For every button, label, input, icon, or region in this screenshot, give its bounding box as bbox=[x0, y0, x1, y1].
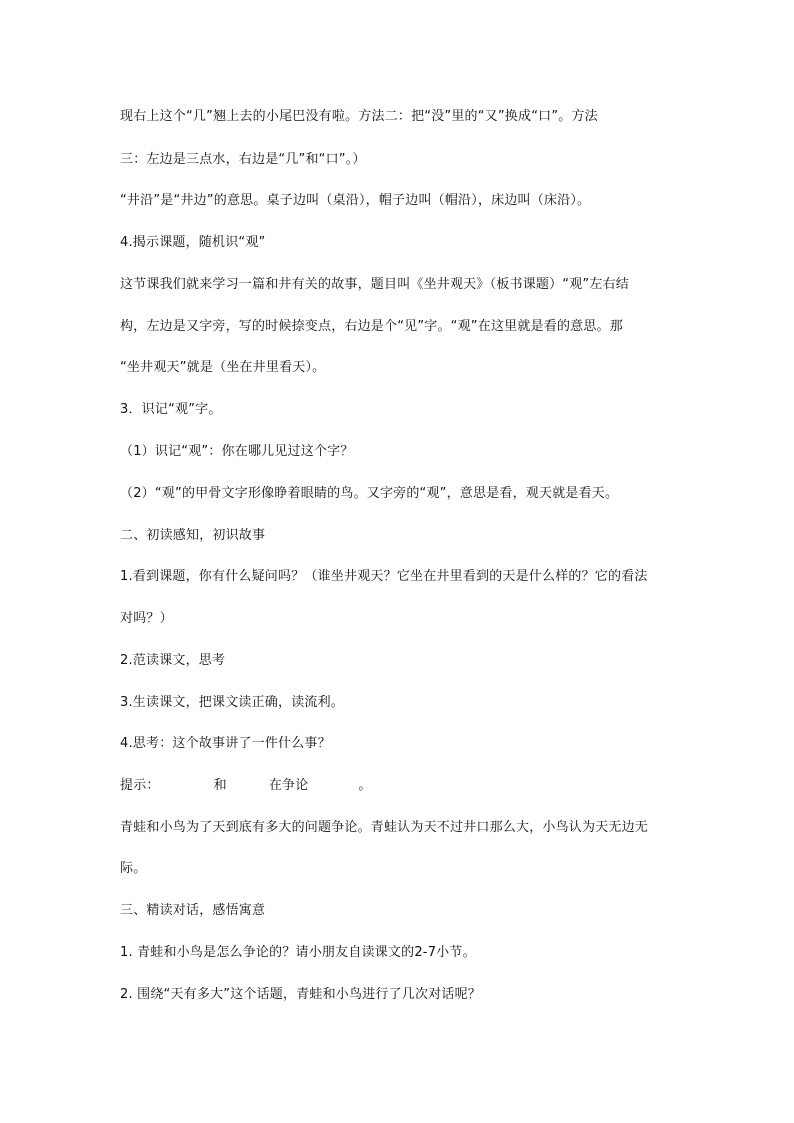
text-line: 对吗？） bbox=[120, 611, 173, 626]
text-line: （2）“观”的甲骨文字形像睁着眼睛的鸟。又字旁的“观”，意思是看，观天就是看天。 bbox=[120, 486, 619, 501]
text-line: “坐井观天”就是（坐在井里看天）。 bbox=[120, 360, 326, 375]
text-line: 1. 青蛙和小鸟是怎么争论的？请小朋友自读课文的2-7小节。 bbox=[120, 945, 476, 960]
hint-label: 提示： bbox=[120, 778, 160, 793]
text-line: “井沿”是“井边”的意思。桌子边叫（桌沿），帽子边叫（帽沿），床边叫（床沿）。 bbox=[120, 193, 591, 208]
text-line: 4.思考：这个故事讲了一件什么事？ bbox=[120, 736, 331, 751]
text-line: 三：左边是三点水，右边是“几”和“口”。） bbox=[120, 152, 366, 167]
text-line: 构，左边是又字旁，写的时候捺变点，右边是个“见”字。“观”在这里就是看的意思。那 bbox=[120, 319, 623, 334]
hint-line bbox=[120, 777, 372, 795]
text-line: 2.范读课文，思考 bbox=[120, 653, 226, 668]
text-line: 2. 围绕“天有多大”这个话题，青蛙和小鸟进行了几次对话呢？ bbox=[120, 987, 482, 1002]
hint-word-argue: 在争论 bbox=[268, 778, 309, 793]
section-heading: 3．识记“观”字。 bbox=[120, 402, 222, 417]
text-line: 3.生读课文，把课文读正确，读流利。 bbox=[120, 695, 345, 710]
text-line: 青蛙和小鸟为了天到底有多大的问题争论。青蛙认为天不过井口那么大，小鸟认为天无边无 bbox=[120, 820, 649, 835]
text-line: 际。 bbox=[120, 861, 147, 876]
text-line: （1）识记“观”：你在哪儿见过这个字？ bbox=[120, 444, 354, 459]
text-line: 这节课我们就来学习一篇和井有关的故事，题目叫《坐井观天》（板书课题）“观”左右结 bbox=[120, 277, 629, 292]
text-line: 1.看到课题，你有什么疑问吗？（谁坐井观天？它坐在井里看到的天是什么样的？它的看法 bbox=[120, 569, 648, 584]
section-heading: 二、初读感知，初识故事 bbox=[120, 528, 266, 543]
section-heading: 三、精读对话，感悟寓意 bbox=[120, 903, 266, 918]
hint-word-and: 和 bbox=[213, 778, 227, 793]
section-heading: 4.揭示课题，随机识“观” bbox=[120, 235, 266, 250]
text-line: 现右上这个“几”翘上去的小尾巴没有啦。方法二：把“没”里的“又”换成“口”。方法 bbox=[120, 109, 598, 124]
hint-period: 。 bbox=[358, 778, 372, 793]
